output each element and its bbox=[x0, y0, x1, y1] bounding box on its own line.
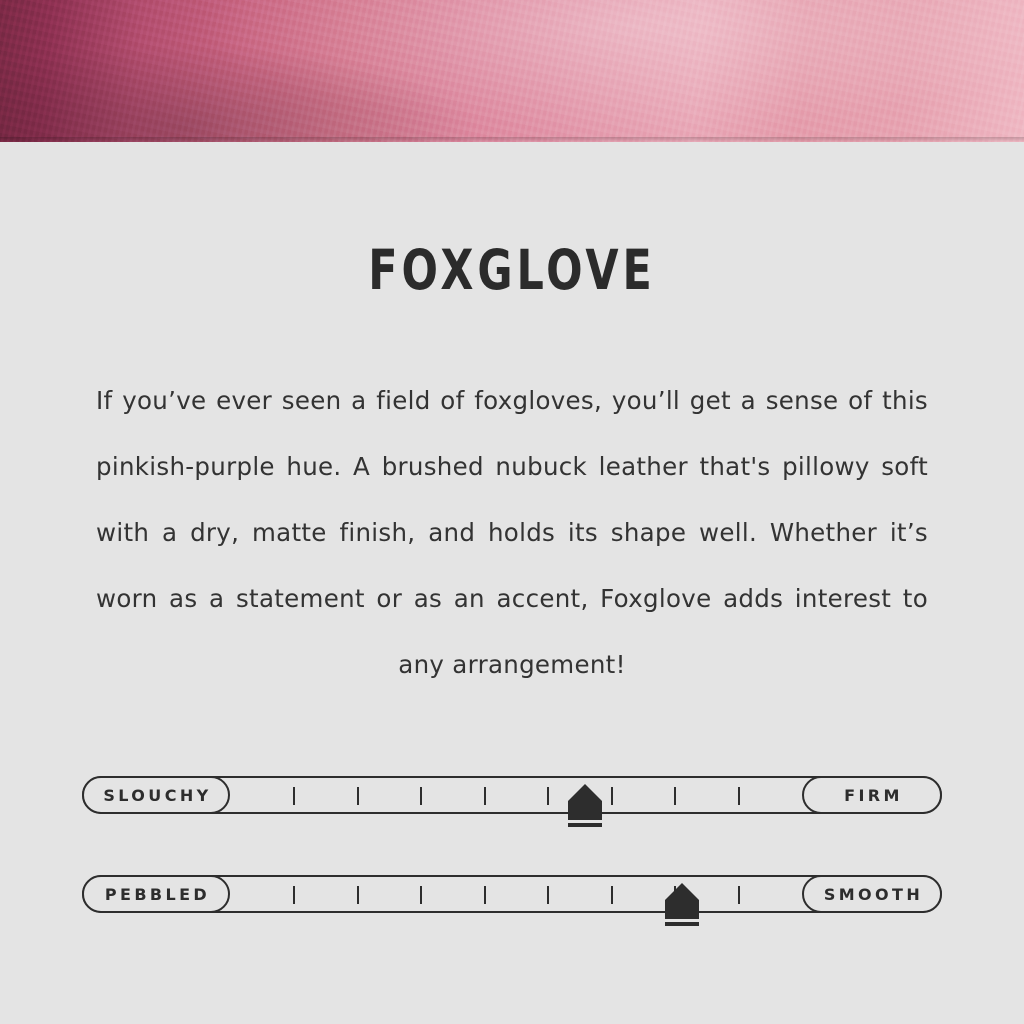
tick-mark bbox=[420, 787, 422, 805]
structure-slider-marker[interactable] bbox=[568, 784, 602, 827]
tick-mark bbox=[547, 886, 549, 904]
tick-mark bbox=[293, 886, 295, 904]
marker-body bbox=[568, 801, 602, 820]
structure-slider-right-label: FIRM bbox=[802, 776, 942, 814]
texture-slider[interactable] bbox=[82, 875, 942, 913]
tick-mark bbox=[547, 787, 549, 805]
texture-slider-marker[interactable] bbox=[665, 883, 699, 926]
tick-mark bbox=[420, 886, 422, 904]
tick-mark bbox=[611, 886, 613, 904]
tick-mark bbox=[357, 787, 359, 805]
tick-mark bbox=[738, 886, 740, 904]
structure-slider[interactable] bbox=[82, 776, 942, 814]
structure-slider-ticks bbox=[230, 778, 802, 812]
tick-mark bbox=[484, 787, 486, 805]
color-description: If you’ve ever seen a field of foxgloves, you’ll get a sense of this pinkish-purple hue. A brushed nubuck leather that's pillowy soft with a dry, matte finish, and holds its shape well. Whether it’s worn as a statement or as an accent, Foxglove adds interest to any arrangement! bbox=[96, 386, 928, 679]
texture-slider-ticks bbox=[230, 877, 802, 911]
marker-head-icon bbox=[665, 883, 699, 900]
tick-mark bbox=[357, 886, 359, 904]
tick-mark bbox=[738, 787, 740, 805]
marker-body bbox=[665, 900, 699, 919]
marker-foot bbox=[568, 823, 602, 827]
marker-head-icon bbox=[568, 784, 602, 801]
tick-mark bbox=[611, 787, 613, 805]
leather-sheen-overlay bbox=[0, 0, 1024, 142]
leather-swatch-band bbox=[0, 0, 1024, 142]
texture-slider-right-label: SMOOTH bbox=[802, 875, 942, 913]
page-title: FOXGLOVE bbox=[368, 238, 656, 302]
marker-foot bbox=[665, 922, 699, 926]
structure-slider-left-label: SLOUCHY bbox=[82, 776, 230, 814]
texture-slider-left-label: PEBBLED bbox=[82, 875, 230, 913]
tick-mark bbox=[293, 787, 295, 805]
tick-mark bbox=[484, 886, 486, 904]
swatch-edge-shadow bbox=[0, 137, 1024, 142]
tick-mark bbox=[674, 787, 676, 805]
